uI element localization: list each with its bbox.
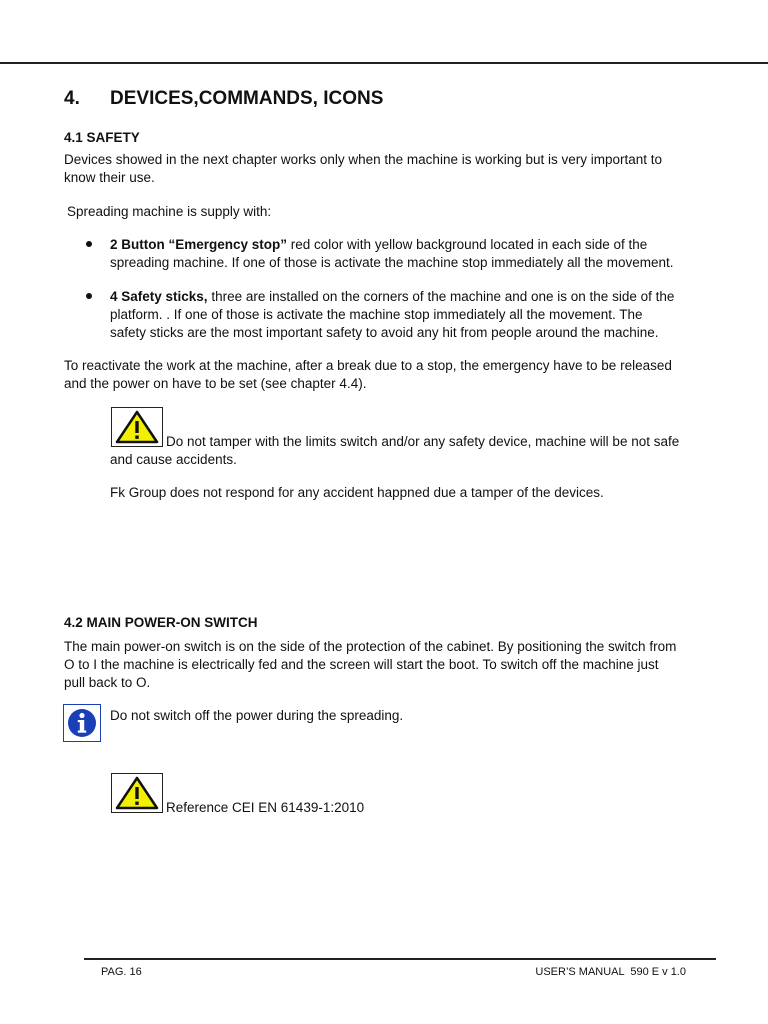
footer-manual-title: USER’S MANUAL 590 E v 1.0 (535, 966, 686, 978)
bullet-emergency-stop-line-2: spreading machine. If one of those is activate the machine stop immediately all the movement. (110, 255, 674, 270)
reactivate-line-2: and the power on have to be set (see chapter 4.4). (64, 376, 367, 391)
supply-text: Spreading machine is supply with: (67, 204, 272, 219)
footer-rule (84, 958, 716, 960)
warning-triangle-icon (111, 773, 163, 813)
bullet-safety-sticks (110, 288, 730, 342)
safety-intro (64, 151, 724, 187)
info-icon (63, 704, 101, 742)
bullet-safety-sticks-line-2: platform. . If one of those is activate the machine stop immediately all the movement. The (110, 307, 643, 322)
safety-intro-line-2: know their use. (64, 170, 155, 185)
footer-page-number: PAG. 16 (101, 966, 142, 978)
bullet-safety-sticks-bold: 4 Safety sticks, (110, 289, 208, 304)
section-heading-safety: 4.1 SAFETY (64, 130, 140, 145)
power-line-1: The main power-on switch is on the side of the protection of the cabinet. By positioning the switch from (64, 639, 677, 654)
bullet-emergency-stop-bold: 2 Button “Emergency stop” (110, 237, 288, 252)
section-heading-power: 4.2 MAIN POWER-ON SWITCH (64, 615, 258, 630)
power-line-2: O to I the machine is electrically fed and the screen will start the boot. To switch off the machine just (64, 657, 659, 672)
warning-text-line-2: and cause accidents. (110, 452, 237, 467)
bullet-emergency-stop-text: red color with yellow background located in each side of the (287, 237, 648, 252)
header-rule (0, 62, 768, 64)
bullet-safety-sticks-text: three are installed on the corners of the machine and one is on the side of the (207, 289, 675, 304)
safety-intro-line-1: Devices showed in the next chapter works only when the machine is working but is very important to (64, 152, 663, 167)
power-line-3: pull back to O. (64, 675, 151, 690)
chapter-title-text: DEVICES,COMMANDS, ICONS (110, 88, 384, 109)
chapter-number: 4. (64, 88, 80, 109)
bullet-safety-sticks-line-3: safety sticks are the most important safety to avoid any hit from people around the machine. (110, 325, 659, 340)
bullet-dot (86, 293, 92, 299)
reactivate-line-1: To reactivate the work at the machine, after a break due to a stop, the emergency have to be released (64, 358, 672, 373)
bullet-emergency-stop (110, 236, 730, 272)
info-note-text: Do not switch off the power during the spreading. (110, 708, 404, 723)
disclaimer-text: Fk Group does not respond for any accident happned due a tamper of the devices. (110, 485, 604, 500)
bullet-dot (86, 241, 92, 247)
reactivate-paragraph (64, 357, 724, 393)
warning-triangle-icon (111, 407, 163, 447)
reference-text: Reference CEI EN 61439-1:2010 (166, 800, 365, 815)
chapter-title (64, 88, 383, 110)
power-paragraph (64, 638, 724, 692)
warning-text-line-1: Do not tamper with the limits switch and/or any safety device, machine will be not safe (166, 434, 680, 449)
